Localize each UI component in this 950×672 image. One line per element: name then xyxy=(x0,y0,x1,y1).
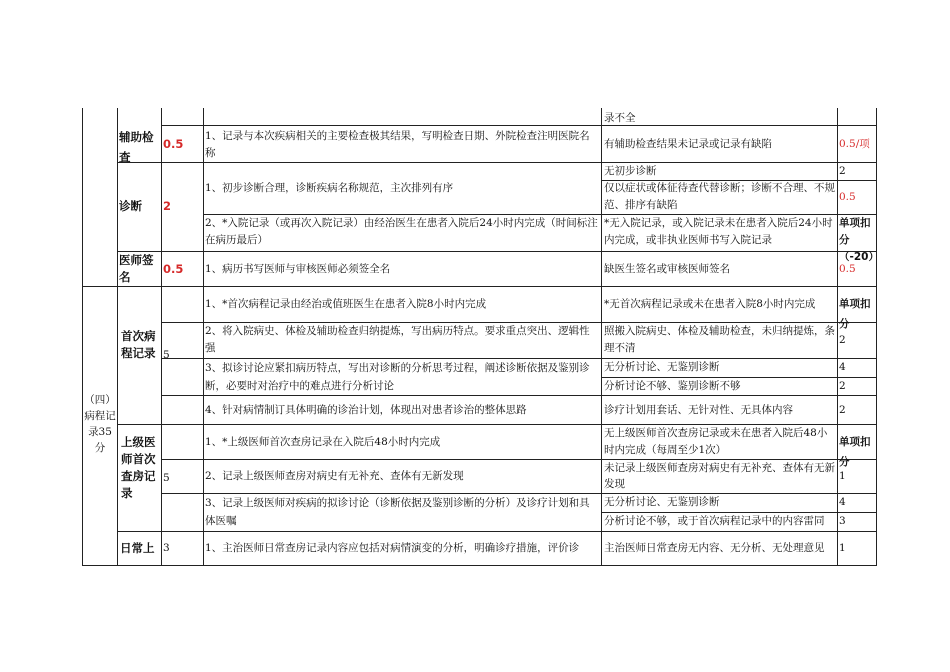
daily-rounds-deduction: 主治医师日常查房无内容、无分析、无处理意见 xyxy=(604,542,825,554)
first-record-content-2: 2、将入院病史、体检及辅助检查归纳提炼，写出病历特点。要求重点突出、逻辑性强 xyxy=(205,325,590,354)
diagnosis-deduction-1a: 无初步诊断 xyxy=(604,165,657,177)
superior-deduction-1: 无上级医师首次查房记录或未在患者入院后48小时内完成（每周至少1次） xyxy=(604,427,828,456)
signature-deduction: 缺医生签名或审核医师签名 xyxy=(604,263,730,275)
superior-content-3: 3、记录上级医师对疾病的拟诊讨论（诊断依据及鉴别诊断的分析）及诊疗计划和具体医嘱 xyxy=(205,497,590,527)
diagnosis-item: 诊断 xyxy=(119,199,142,213)
signature-content: 1、病历书写医师与审核医师必须签全名 xyxy=(205,263,391,275)
aux-exam-content: 1、记录与本次疾病相关的主要检查极其结果，写明检查日期、外院检查注明医院名称 xyxy=(205,130,590,159)
first-record-item: 首次病程记录 xyxy=(121,329,156,360)
aux-exam-points: 0.5/项 xyxy=(839,138,870,150)
diagnosis-content-2: 2、*入院记录（或再次入院记录）由经治医生在患者入院后24小时内完成（时间标注在病历最后） xyxy=(205,217,598,246)
aux-exam-item: 辅助检查 xyxy=(119,130,154,164)
daily-rounds-score: 3 xyxy=(163,542,170,554)
diagnosis-points-2: 单项扣分（-20） xyxy=(839,217,879,263)
first-record-points-2: 2 xyxy=(839,334,846,346)
superior-deduction-3b: 分析讨论不够，或于首次病程记录中的内容雷同 xyxy=(604,515,825,527)
first-record-content-1: 1、*首次病程记录由经治或值班医生在患者入院8小时内完成 xyxy=(205,298,487,310)
diagnosis-score: 2 xyxy=(163,199,172,213)
first-record-content-3: 3、拟诊讨论应紧扣病历特点，写出对诊断的分析思考过程，阐述诊断依据及鉴别诊断，必要时对治疗中的难点进行分析讨论 xyxy=(205,362,590,392)
superior-points-1: 单项扣分 xyxy=(839,436,871,468)
daily-rounds-points: 1 xyxy=(839,542,846,554)
superior-content-1: 1、*上级医师首次查房记录在入院后48小时内完成 xyxy=(205,436,441,448)
diagnosis-deduction-2: *无入院记录，或入院记录未在患者入院后24小时内完成，或非执业医师书写入院记录 xyxy=(604,217,833,246)
superior-points-2: 1 xyxy=(839,470,846,482)
first-record-deduction-4: 诊疗计划用套话、无针对性、无具体内容 xyxy=(604,404,793,416)
first-record-score: 5 xyxy=(163,349,170,361)
first-record-deduction-1: *无首次病程记录或未在患者入院8小时内完成 xyxy=(604,298,816,310)
fragment-deduction: 录不全 xyxy=(604,112,636,124)
first-record-points-1: 单项扣分 xyxy=(839,298,871,330)
superior-rounds-score: 5 xyxy=(163,472,170,484)
first-record-deduction-3b: 分析讨论不够、鉴别诊断不够 xyxy=(604,380,741,392)
superior-deduction-3a: 无分析讨论、无鉴别诊断 xyxy=(604,496,720,508)
signature-points: 0.5 xyxy=(839,263,856,275)
superior-points-3b: 3 xyxy=(839,515,846,527)
first-record-points-3b: 2 xyxy=(839,380,846,392)
diagnosis-points-1b: 0.5 xyxy=(839,191,856,203)
first-record-points-3a: 4 xyxy=(839,361,846,373)
first-record-deduction-2: 照搬入院病史、体检及辅助检查，未归纳提炼，条理不清 xyxy=(604,325,835,354)
signature-score: 0.5 xyxy=(163,262,184,276)
signature-item: 医师签名 xyxy=(119,253,154,284)
daily-rounds-item: 日常上 xyxy=(120,541,155,555)
first-record-deduction-3a: 无分析讨论、无鉴别诊断 xyxy=(604,361,720,373)
first-record-content-4: 4、针对病情制订具体明确的诊治计划，体现出对患者诊治的整体思路 xyxy=(205,404,527,416)
superior-points-3a: 4 xyxy=(839,496,846,508)
diagnosis-content-1: 1、初步诊断合理，诊断疾病名称规范，主次排列有序 xyxy=(205,182,454,194)
daily-rounds-content: 1、主治医师日常查房记录内容应包括对病情演变的分析，明确诊疗措施，评价诊 xyxy=(205,542,580,554)
diagnosis-points-1a: 2 xyxy=(839,165,846,177)
aux-exam-score: 0.5 xyxy=(163,137,184,151)
aux-exam-deduction: 有辅助检查结果未记录或记录有缺陷 xyxy=(604,138,772,150)
superior-content-2: 2、记录上级医师查房对病史有无补充、查体有无新发现 xyxy=(205,470,464,482)
superior-deduction-2: 未记录上级医师查房对病史有无补充、查体有无新发现 xyxy=(604,462,835,490)
superior-rounds-item: 上级医师首次查房记录 xyxy=(121,435,156,500)
first-record-points-4: 2 xyxy=(839,404,846,416)
diagnosis-deduction-1b: 仅以症状或体征待查代替诊断；诊断不合理、不规范、排序有缺陷 xyxy=(604,182,835,211)
section-4-label: （四）病程记录35分 xyxy=(84,394,116,454)
